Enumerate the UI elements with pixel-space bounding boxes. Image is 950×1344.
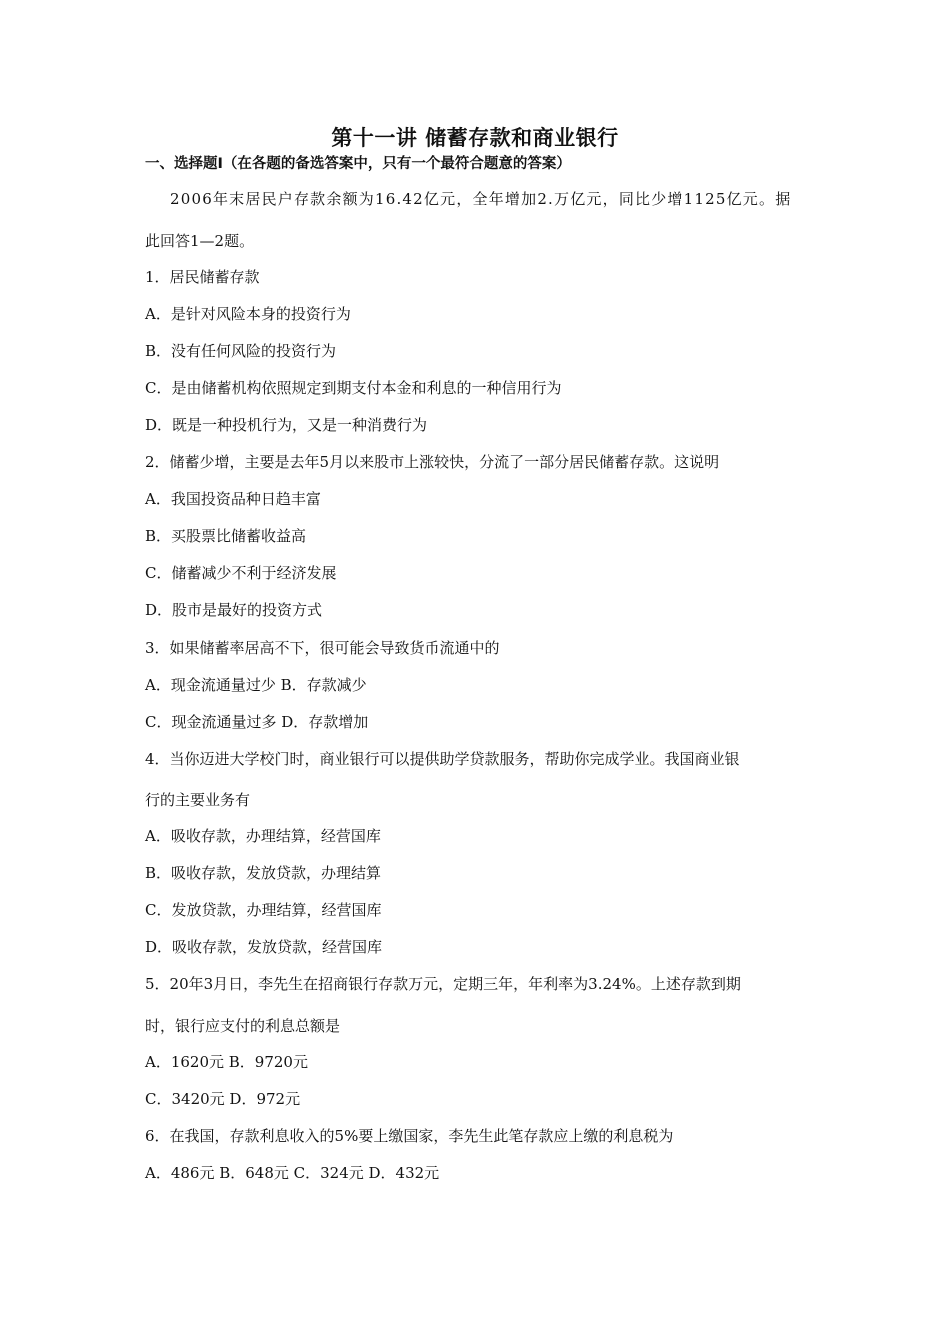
question-6-stem: 6．在我国，存款利息收入的5%要上缴国家，李先生此笔存款应上缴的利息税为	[145, 1127, 674, 1145]
question-4-option-b: B．吸收存款，发放贷款，办理结算	[145, 864, 382, 882]
intro-line-2: 此回答1—2题。	[145, 232, 255, 250]
question-1-option-b: B．没有任何风险的投资行为	[145, 342, 337, 360]
question-2-option-a: A．我国投资品种日趋丰富	[145, 490, 321, 508]
question-4-option-c: C．发放贷款，办理结算，经营国库	[145, 901, 382, 919]
question-5-options-ab: A．1620元 B．9720元	[145, 1053, 308, 1071]
question-4-stem-line-2: 行的主要业务有	[145, 791, 251, 809]
question-4-option-a: A．吸收存款，办理结算，经营国库	[145, 827, 381, 845]
question-3-stem: 3．如果储蓄率居高不下，很可能会导致货币流通中的	[145, 639, 500, 657]
question-4-stem-line-1: 4．当你迈进大学校门时，商业银行可以提供助学贷款服务，帮助你完成学业。我国商业银	[145, 750, 740, 768]
section-heading: 一、选择题Ⅰ（在各题的备选答案中，只有一个最符合题意的答案）	[145, 156, 571, 172]
intro-line-1: 2006年末居民户存款余额为16.42亿元，全年增加2.万亿元，同比少增1125亿元。据	[170, 190, 792, 208]
question-3-options-ab: A．现金流通量过少 B．存款减少	[145, 676, 367, 694]
question-5-stem-line-2: 时，银行应支付的利息总额是	[145, 1017, 341, 1035]
question-3-options-cd: C．现金流通量过多 D．存款增加	[145, 713, 369, 731]
question-2-option-c: C．储蓄减少不利于经济发展	[145, 564, 337, 582]
question-2-option-b: B．买股票比储蓄收益高	[145, 527, 307, 545]
question-5-options-cd: C．3420元 D．972元	[145, 1090, 301, 1108]
question-5-stem-line-1: 5．20年3月日，李先生在招商银行存款万元，定期三年，年利率为3.24%。上述存款到期	[145, 975, 741, 993]
question-6-options: A．486元 B．648元 C．324元 D．432元	[145, 1164, 440, 1182]
page-title: 第十一讲 储蓄存款和商业银行	[331, 126, 619, 150]
question-2-stem: 2．储蓄少增，主要是去年5月以来股市上涨较快，分流了一部分居民储蓄存款。这说明	[145, 453, 720, 471]
question-1-option-d: D．既是一种投机行为，又是一种消费行为	[145, 416, 428, 434]
question-4-option-d: D．吸收存款，发放贷款，经营国库	[145, 938, 383, 956]
question-1-stem: 1．居民储蓄存款	[145, 268, 260, 286]
question-1-option-a: A．是针对风险本身的投资行为	[145, 305, 351, 323]
question-2-option-d: D．股市是最好的投资方式	[145, 601, 323, 619]
question-1-option-c: C．是由储蓄机构依照规定到期支付本金和利息的一种信用行为	[145, 379, 562, 397]
